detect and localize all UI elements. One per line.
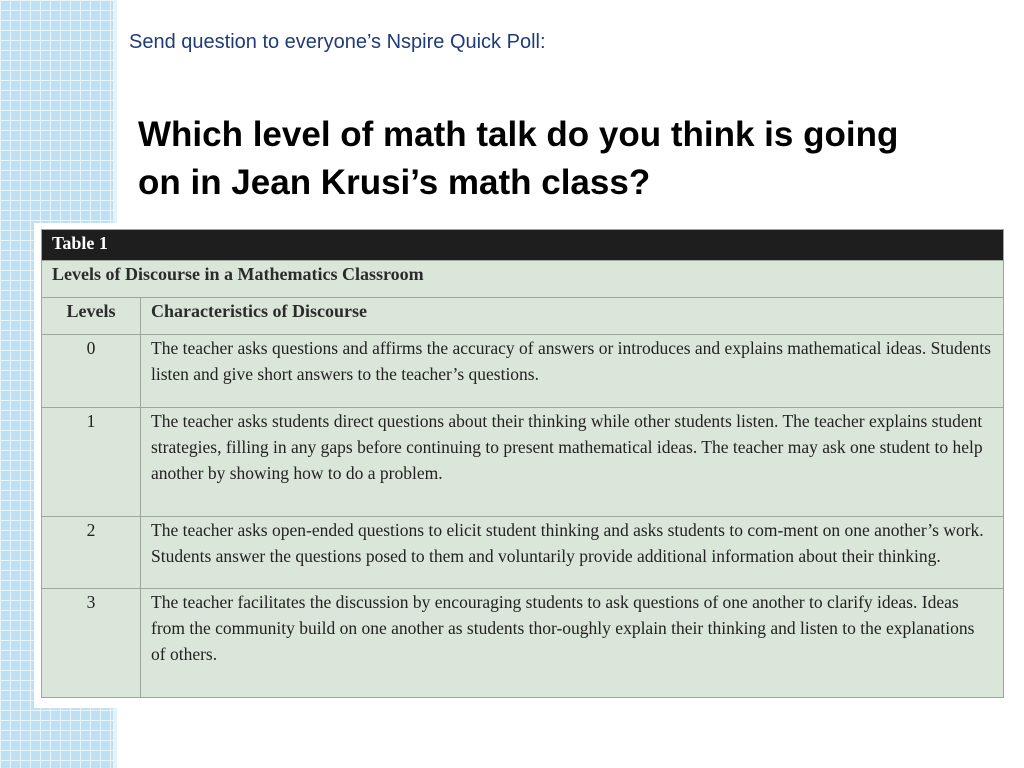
- table-caption-row: [42, 261, 1004, 298]
- header-levels: Levels: [42, 298, 141, 335]
- description-cell: The teacher facilitates the discussion by encouraging students to ask questions of one another to clarify ideas. Ideas from the community build on one another as students thor-oughly explain their thinking and listen to the explanations of others.: [141, 589, 1004, 698]
- table-image: [34, 223, 1011, 708]
- description-cell: The teacher asks open-ended questions to elicit student thinking and asks students to com-ment on one another’s work. Students answer the questions posed to them and voluntarily provide additional information about their thinking.: [141, 516, 1004, 589]
- level-cell: 2: [42, 516, 141, 589]
- table-title-row: [42, 230, 1004, 261]
- table-caption: Levels of Discourse in a Mathematics Classroom: [42, 261, 1004, 298]
- table-row: [42, 335, 1004, 408]
- discourse-levels-table: [41, 229, 1004, 698]
- table-header-row: [42, 298, 1004, 335]
- description-cell: The teacher asks students direct questions about their thinking while other students listen. The teacher explains student strategies, filling in any gaps before continuing to present mathematical ideas. The teacher may ask one student to help another by showing how to do a problem.: [141, 407, 1004, 516]
- table-label: Table 1: [42, 230, 1004, 261]
- slide-question: Which level of math talk do you think is going on in Jean Krusi’s math class?: [138, 115, 899, 202]
- table-row: [42, 516, 1004, 589]
- level-cell: 0: [42, 335, 141, 408]
- description-cell: The teacher asks questions and affirms the accuracy of answers or introduces and explains mathematical ideas. Students listen and give short answers to the teacher’s questions.: [141, 335, 1004, 408]
- level-cell: 1: [42, 407, 141, 516]
- slide-subtitle: Send question to everyone’s Nspire Quick Poll:: [129, 31, 546, 53]
- header-characteristics: Characteristics of Discourse: [141, 298, 1004, 335]
- table-row: [42, 589, 1004, 698]
- table-row: [42, 407, 1004, 516]
- level-cell: 3: [42, 589, 141, 698]
